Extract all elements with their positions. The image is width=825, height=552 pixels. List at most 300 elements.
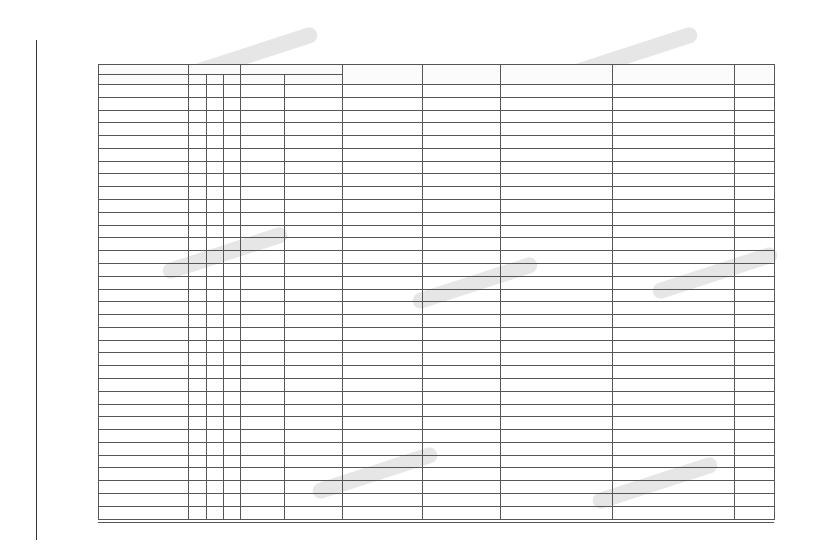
table-cell xyxy=(189,200,207,213)
table-cell xyxy=(99,251,189,264)
header-cell xyxy=(224,75,241,85)
table-cell xyxy=(189,442,207,455)
table-cell xyxy=(241,251,285,264)
table-cell xyxy=(423,225,501,238)
table-cell xyxy=(99,506,189,519)
table-cell xyxy=(613,315,735,328)
table-cell xyxy=(343,417,423,430)
table-cell xyxy=(735,340,775,353)
table-cell xyxy=(189,187,207,200)
table-cell xyxy=(501,366,613,379)
table-cell xyxy=(735,161,775,174)
table-row xyxy=(99,251,775,264)
table-cell xyxy=(241,417,285,430)
table-cell xyxy=(207,378,224,391)
table-cell xyxy=(189,251,207,264)
table-cell xyxy=(501,110,613,123)
table-cell xyxy=(207,506,224,519)
table-row xyxy=(99,506,775,519)
table-cell xyxy=(735,366,775,379)
table-cell xyxy=(285,442,343,455)
table-cell xyxy=(207,417,224,430)
table-cell xyxy=(99,289,189,302)
table-cell xyxy=(343,161,423,174)
table-cell xyxy=(99,123,189,136)
table-cell xyxy=(423,366,501,379)
table-cell xyxy=(501,263,613,276)
table-cell xyxy=(343,123,423,136)
table-row xyxy=(99,289,775,302)
table-cell xyxy=(343,187,423,200)
table-cell xyxy=(207,263,224,276)
table-cell xyxy=(207,97,224,110)
table-cell xyxy=(735,225,775,238)
table-cell xyxy=(241,97,285,110)
table-cell xyxy=(189,417,207,430)
table-cell xyxy=(343,506,423,519)
table-cell xyxy=(501,289,613,302)
table-cell xyxy=(501,187,613,200)
table-cell xyxy=(285,366,343,379)
table-cell xyxy=(423,161,501,174)
table-cell xyxy=(189,212,207,225)
table-cell xyxy=(613,251,735,264)
table-cell xyxy=(241,212,285,225)
table-cell xyxy=(501,404,613,417)
table-cell xyxy=(423,136,501,149)
table-cell xyxy=(224,97,241,110)
table-cell xyxy=(207,404,224,417)
table-cell xyxy=(613,494,735,507)
table-cell xyxy=(207,468,224,481)
table-cell xyxy=(207,200,224,213)
table-cell xyxy=(285,251,343,264)
table-row xyxy=(99,136,775,149)
table-cell xyxy=(207,212,224,225)
table-cell xyxy=(343,442,423,455)
table-cell xyxy=(343,174,423,187)
table-cell xyxy=(423,353,501,366)
table-cell xyxy=(285,378,343,391)
table-cell xyxy=(613,123,735,136)
table-cell xyxy=(501,97,613,110)
table-cell xyxy=(501,225,613,238)
table-cell xyxy=(189,136,207,149)
table-row xyxy=(99,212,775,225)
table-cell xyxy=(613,506,735,519)
table-cell xyxy=(613,225,735,238)
table-cell xyxy=(423,417,501,430)
table-cell xyxy=(224,212,241,225)
table-cell xyxy=(285,455,343,468)
table-cell xyxy=(613,85,735,98)
table-cell xyxy=(423,238,501,251)
table-cell xyxy=(241,378,285,391)
table-cell xyxy=(224,430,241,443)
table-cell xyxy=(735,353,775,366)
table-cell xyxy=(99,212,189,225)
table-cell xyxy=(189,340,207,353)
table-cell xyxy=(343,212,423,225)
table-cell xyxy=(735,302,775,315)
table-cell xyxy=(735,174,775,187)
running-header xyxy=(6,56,32,526)
table-cell xyxy=(285,123,343,136)
table-cell xyxy=(241,289,285,302)
table-cell xyxy=(189,430,207,443)
table-cell xyxy=(735,238,775,251)
table-row xyxy=(99,442,775,455)
table-cell xyxy=(423,148,501,161)
table-cell xyxy=(613,289,735,302)
table-cell xyxy=(501,302,613,315)
table-cell xyxy=(99,468,189,481)
table-cell xyxy=(613,468,735,481)
table-cell xyxy=(501,506,613,519)
table-cell xyxy=(99,340,189,353)
table-cell xyxy=(207,327,224,340)
table-cell xyxy=(613,276,735,289)
table-cell xyxy=(207,276,224,289)
table-cell xyxy=(189,225,207,238)
table-cell xyxy=(613,97,735,110)
table-cell xyxy=(423,263,501,276)
table-cell xyxy=(285,276,343,289)
table-cell xyxy=(207,85,224,98)
table-cell xyxy=(241,85,285,98)
table-cell xyxy=(224,276,241,289)
table-cell xyxy=(99,136,189,149)
table-cell xyxy=(241,187,285,200)
table-cell xyxy=(285,263,343,276)
table-cell xyxy=(735,481,775,494)
table-cell xyxy=(501,136,613,149)
table-cell xyxy=(189,123,207,136)
table-cell xyxy=(285,174,343,187)
table-cell xyxy=(423,289,501,302)
table-cell xyxy=(207,289,224,302)
table-cell xyxy=(99,404,189,417)
table-cell xyxy=(99,110,189,123)
table-cell xyxy=(99,455,189,468)
table-row xyxy=(99,353,775,366)
table-cell xyxy=(735,494,775,507)
table-cell xyxy=(423,110,501,123)
table-cell xyxy=(285,327,343,340)
table-cell xyxy=(343,200,423,213)
table-cell xyxy=(501,327,613,340)
table-cell xyxy=(189,289,207,302)
table-cell xyxy=(423,340,501,353)
table-row xyxy=(99,494,775,507)
register-table xyxy=(98,64,775,520)
table-cell xyxy=(613,110,735,123)
table-cell xyxy=(241,494,285,507)
table-cell xyxy=(285,340,343,353)
table-cell xyxy=(99,238,189,251)
table-cell xyxy=(343,238,423,251)
table-cell xyxy=(224,455,241,468)
table-cell xyxy=(189,353,207,366)
table-cell xyxy=(224,327,241,340)
table-cell xyxy=(735,136,775,149)
table-cell xyxy=(241,391,285,404)
table-cell xyxy=(241,468,285,481)
table-cell xyxy=(613,391,735,404)
table-cell xyxy=(501,391,613,404)
table-cell xyxy=(224,404,241,417)
table-cell xyxy=(189,263,207,276)
table-cell xyxy=(224,442,241,455)
table-row xyxy=(99,174,775,187)
table-cell xyxy=(423,315,501,328)
table-cell xyxy=(241,455,285,468)
table-cell xyxy=(207,110,224,123)
table-cell xyxy=(224,468,241,481)
table-cell xyxy=(285,404,343,417)
table-cell xyxy=(735,251,775,264)
table-cell xyxy=(285,391,343,404)
table-row xyxy=(99,123,775,136)
table-cell xyxy=(343,404,423,417)
table-cell xyxy=(99,481,189,494)
table-cell xyxy=(189,327,207,340)
table-cell xyxy=(224,302,241,315)
table-cell xyxy=(241,110,285,123)
table-cell xyxy=(613,212,735,225)
table-cell xyxy=(241,225,285,238)
table-cell xyxy=(285,353,343,366)
table-cell xyxy=(423,212,501,225)
table-cell xyxy=(735,123,775,136)
table-cell xyxy=(224,481,241,494)
table-cell xyxy=(189,97,207,110)
table-cell xyxy=(189,378,207,391)
table-cell xyxy=(423,251,501,264)
header-cell xyxy=(241,75,285,85)
header-cell xyxy=(343,65,423,85)
table-cell xyxy=(224,353,241,366)
table-cell xyxy=(207,187,224,200)
table-cell xyxy=(99,494,189,507)
table-cell xyxy=(99,391,189,404)
table-cell xyxy=(285,110,343,123)
table-cell xyxy=(285,481,343,494)
table-cell xyxy=(613,174,735,187)
table-cell xyxy=(501,455,613,468)
table-cell xyxy=(241,327,285,340)
register-table-header xyxy=(99,65,775,85)
table-cell xyxy=(423,378,501,391)
table-cell xyxy=(207,161,224,174)
table-cell xyxy=(224,289,241,302)
table-cell xyxy=(207,148,224,161)
table-cell xyxy=(207,442,224,455)
table-cell xyxy=(423,200,501,213)
table-cell xyxy=(207,366,224,379)
table-cell xyxy=(224,174,241,187)
table-cell xyxy=(285,417,343,430)
table-cell xyxy=(423,276,501,289)
table-cell xyxy=(735,442,775,455)
table-cell xyxy=(224,417,241,430)
table-row xyxy=(99,468,775,481)
table-cell xyxy=(501,123,613,136)
table-row xyxy=(99,417,775,430)
table-cell xyxy=(343,481,423,494)
table-cell xyxy=(735,148,775,161)
table-row xyxy=(99,481,775,494)
table-cell xyxy=(735,417,775,430)
table-cell xyxy=(343,340,423,353)
table-cell xyxy=(501,468,613,481)
table-cell xyxy=(224,340,241,353)
table-cell xyxy=(613,136,735,149)
table-cell xyxy=(99,97,189,110)
table-cell xyxy=(501,315,613,328)
table-cell xyxy=(99,302,189,315)
table-cell xyxy=(224,251,241,264)
table-cell xyxy=(241,302,285,315)
table-cell xyxy=(343,263,423,276)
table-row xyxy=(99,276,775,289)
table-cell xyxy=(613,430,735,443)
table-cell xyxy=(224,136,241,149)
table-cell xyxy=(501,148,613,161)
table-cell xyxy=(423,391,501,404)
table-cell xyxy=(285,187,343,200)
table-cell xyxy=(423,302,501,315)
table-cell xyxy=(423,455,501,468)
table-cell xyxy=(189,468,207,481)
header-cell xyxy=(99,75,189,85)
table-cell xyxy=(285,315,343,328)
table-cell xyxy=(343,136,423,149)
table-cell xyxy=(613,481,735,494)
table-cell xyxy=(189,366,207,379)
table-cell xyxy=(189,85,207,98)
table-cell xyxy=(207,455,224,468)
table-row xyxy=(99,404,775,417)
table-row xyxy=(99,161,775,174)
table-cell xyxy=(343,97,423,110)
table-cell xyxy=(99,430,189,443)
table-row xyxy=(99,430,775,443)
table-cell xyxy=(224,123,241,136)
table-cell xyxy=(99,200,189,213)
table-cell xyxy=(613,353,735,366)
header-cell xyxy=(99,65,189,75)
table-cell xyxy=(99,315,189,328)
table-cell xyxy=(613,148,735,161)
header-cell xyxy=(189,65,241,75)
header-cell xyxy=(735,65,775,85)
table-cell xyxy=(189,391,207,404)
table-cell xyxy=(613,455,735,468)
table-cell xyxy=(613,366,735,379)
table-cell xyxy=(241,174,285,187)
table-cell xyxy=(501,430,613,443)
table-row xyxy=(99,315,775,328)
table-row xyxy=(99,200,775,213)
table-cell xyxy=(285,225,343,238)
table-cell xyxy=(189,315,207,328)
table-cell xyxy=(735,315,775,328)
table-row xyxy=(99,340,775,353)
table-row xyxy=(99,455,775,468)
table-cell xyxy=(423,481,501,494)
table-cell xyxy=(501,417,613,430)
table-row xyxy=(99,378,775,391)
table-cell xyxy=(613,417,735,430)
table-cell xyxy=(99,378,189,391)
table-cell xyxy=(241,161,285,174)
header-cell xyxy=(241,65,343,75)
table-cell xyxy=(735,97,775,110)
table-cell xyxy=(343,327,423,340)
table-cell xyxy=(99,417,189,430)
table-row xyxy=(99,85,775,98)
table-cell xyxy=(735,468,775,481)
table-cell xyxy=(285,468,343,481)
table-cell xyxy=(343,430,423,443)
table-cell xyxy=(285,212,343,225)
table-cell xyxy=(343,366,423,379)
table-cell xyxy=(241,340,285,353)
table-cell xyxy=(735,404,775,417)
table-cell xyxy=(99,161,189,174)
table-cell xyxy=(207,315,224,328)
table-cell xyxy=(285,430,343,443)
table-cell xyxy=(343,148,423,161)
table-cell xyxy=(224,200,241,213)
table-cell xyxy=(224,238,241,251)
bottom-rule xyxy=(98,522,774,523)
table-cell xyxy=(343,455,423,468)
table-cell xyxy=(613,378,735,391)
table-cell xyxy=(343,315,423,328)
header-cell xyxy=(501,65,613,85)
table-cell xyxy=(613,238,735,251)
table-cell xyxy=(343,302,423,315)
table-row xyxy=(99,187,775,200)
table-cell xyxy=(189,455,207,468)
header-cell xyxy=(613,65,735,85)
table-row xyxy=(99,97,775,110)
header-cell xyxy=(423,65,501,85)
table-cell xyxy=(241,200,285,213)
table-cell xyxy=(99,442,189,455)
table-cell xyxy=(99,263,189,276)
table-cell xyxy=(241,404,285,417)
table-cell xyxy=(207,136,224,149)
table-cell xyxy=(613,302,735,315)
table-cell xyxy=(285,136,343,149)
table-cell xyxy=(285,506,343,519)
table-cell xyxy=(423,494,501,507)
table-cell xyxy=(423,468,501,481)
table-cell xyxy=(613,442,735,455)
table-cell xyxy=(735,378,775,391)
table-cell xyxy=(224,225,241,238)
table-cell xyxy=(207,430,224,443)
table-cell xyxy=(423,404,501,417)
table-cell xyxy=(501,161,613,174)
table-cell xyxy=(423,327,501,340)
table-cell xyxy=(735,391,775,404)
table-cell xyxy=(224,187,241,200)
table-cell xyxy=(207,391,224,404)
